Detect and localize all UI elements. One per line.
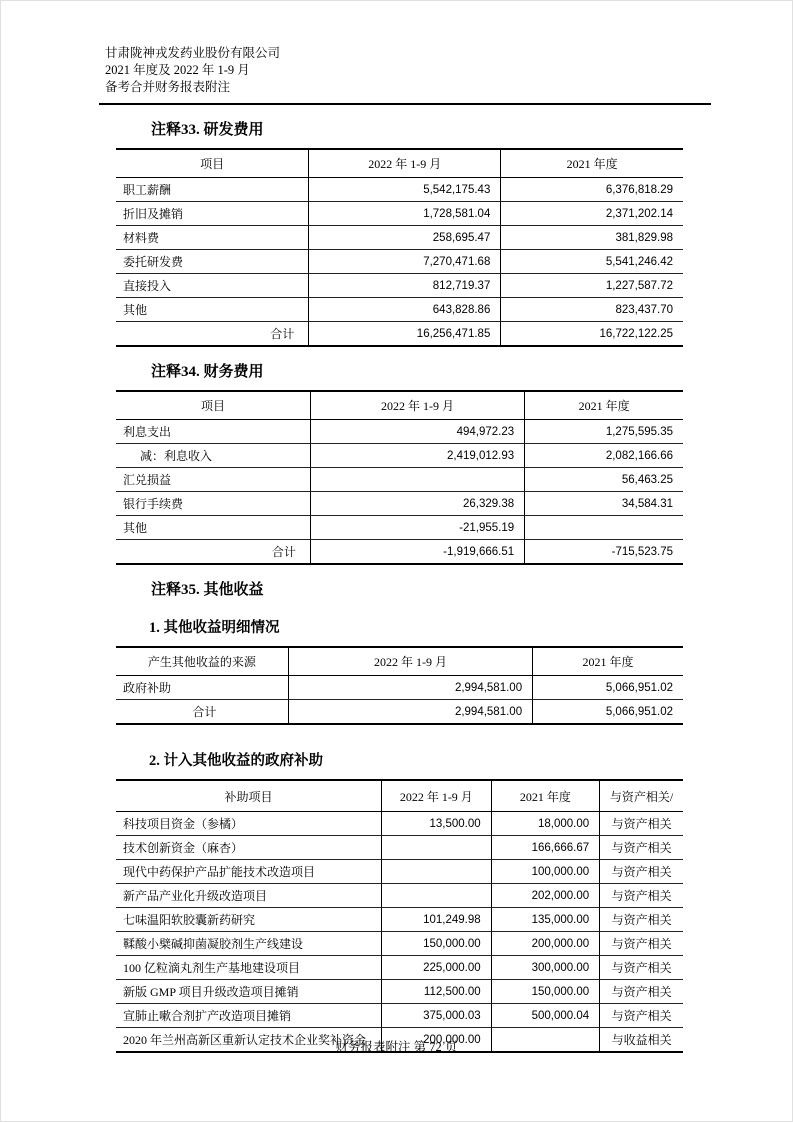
table-row [116, 274, 683, 298]
table-cell: 16,256,471.85 [309, 322, 501, 347]
table-cell [382, 860, 492, 884]
table-cell: 5,541,246.42 [501, 250, 683, 274]
table-cell: 300,000.00 [491, 956, 600, 980]
table-cell: 643,828.86 [309, 298, 501, 322]
note35-sub1-title: 1. 其他收益明细情况 [149, 620, 280, 636]
table-cell: 100,000.00 [491, 860, 600, 884]
table-cell: 26,329.38 [310, 492, 524, 516]
table-row [116, 420, 683, 444]
table-cell: 202,000.00 [491, 884, 600, 908]
column-header: 2021 年度 [525, 391, 683, 420]
table-row [116, 812, 683, 836]
table-cell: 13,500.00 [382, 812, 492, 836]
table-cell: 现代中药保护产品扩能技术改造项目 [116, 860, 382, 884]
table-cell: 16,722,122.25 [501, 322, 683, 347]
table-cell: 5,542,175.43 [309, 178, 501, 202]
table-cell: 与资产相关 [600, 1004, 683, 1028]
table-cell [382, 884, 492, 908]
table-cell: 112,500.00 [382, 980, 492, 1004]
table-cell: -21,955.19 [310, 516, 524, 540]
table-cell: 200,000.00 [382, 1028, 492, 1053]
report-type: 备考合并财务报表附注 [105, 80, 231, 94]
table-row [116, 884, 683, 908]
table-cell: 1,275,595.35 [525, 420, 683, 444]
table-cell: 812,719.37 [309, 274, 501, 298]
table-cell: 新版 GMP 项目升级改造项目摊销 [116, 980, 382, 1004]
table-row [116, 860, 683, 884]
table-cell: 200,000.00 [491, 932, 600, 956]
table-cell: 合计 [116, 540, 310, 565]
note33-title: 注释33. 研发费用 [151, 122, 264, 138]
table-cell: 100 亿粒滴丸剂生产基地建设项目 [116, 956, 382, 980]
table-cell: 材料费 [116, 226, 309, 250]
table-cell: 与资产相关 [600, 908, 683, 932]
table-cell: 七味温阳软胶囊新药研究 [116, 908, 382, 932]
table-cell: 技术创新资金（麻杏） [116, 836, 382, 860]
table-cell: 与收益相关 [600, 1028, 683, 1053]
note34-title: 注释34. 财务费用 [151, 364, 264, 380]
table-cell [525, 516, 683, 540]
column-header: 与资产相关/ [600, 780, 683, 812]
table-row [116, 298, 683, 322]
table-cell: 2,371,202.14 [501, 202, 683, 226]
table-row [116, 250, 683, 274]
table-cell: 5,066,951.02 [533, 676, 683, 700]
column-header: 补助项目 [116, 780, 382, 812]
table-row [116, 908, 683, 932]
table-cell: 7,270,471.68 [309, 250, 501, 274]
table-cell: 18,000.00 [491, 812, 600, 836]
table-cell [382, 836, 492, 860]
table-cell: 科技项目资金（参橘） [116, 812, 382, 836]
column-header: 2022 年 1-9 月 [309, 149, 501, 178]
column-header: 2022 年 1-9 月 [310, 391, 524, 420]
table-header-row [116, 780, 683, 812]
table-row [116, 1004, 683, 1028]
table-cell: 2,994,581.00 [288, 676, 532, 700]
table-cell: 职工薪酬 [116, 178, 309, 202]
table-cell: 合计 [116, 322, 309, 347]
table-cell: 2,419,012.93 [310, 444, 524, 468]
column-header: 2021 年度 [491, 780, 600, 812]
note35-title: 注释35. 其他收益 [151, 582, 264, 598]
other-income-table [116, 646, 683, 725]
rd-expense-table [116, 148, 683, 347]
table-cell: 与资产相关 [600, 860, 683, 884]
table-cell: 6,376,818.29 [501, 178, 683, 202]
header-divider [99, 103, 711, 105]
table-cell: 2020 年兰州高新区重新认定技术企业奖补资金 [116, 1028, 382, 1053]
column-header: 2021 年度 [533, 647, 683, 676]
table-row [116, 468, 683, 492]
table-cell: 新产品产业化升级改造项目 [116, 884, 382, 908]
table-cell: 汇兑损益 [116, 468, 310, 492]
table-cell: 利息支出 [116, 420, 310, 444]
table-row [116, 178, 683, 202]
table-cell: 其他 [116, 516, 310, 540]
table-cell: 银行手续费 [116, 492, 310, 516]
total-row [116, 700, 683, 725]
table-row [116, 516, 683, 540]
table-cell: 鞣酸小檗碱抑菌凝胶剂生产线建设 [116, 932, 382, 956]
table-cell: 与资产相关 [600, 932, 683, 956]
report-period: 2021 年度及 2022 年 1-9 月 [105, 63, 250, 77]
table-header-row [116, 149, 683, 178]
table-cell: 与资产相关 [600, 884, 683, 908]
table-cell: 政府补助 [116, 676, 288, 700]
total-row [116, 540, 683, 565]
government-grants-table [116, 779, 683, 1053]
table-cell: 与资产相关 [600, 812, 683, 836]
table-cell: 150,000.00 [491, 980, 600, 1004]
table-cell: 与资产相关 [600, 956, 683, 980]
table-row [116, 226, 683, 250]
table-row [116, 492, 683, 516]
table-cell: 494,972.23 [310, 420, 524, 444]
table-cell: 5,066,951.02 [533, 700, 683, 725]
table-cell: 258,695.47 [309, 226, 501, 250]
note35-sub2-title: 2. 计入其他收益的政府补助 [149, 753, 323, 769]
table-cell: 166,666.67 [491, 836, 600, 860]
table-row [116, 676, 683, 700]
total-row [116, 322, 683, 347]
table-cell: 其他 [116, 298, 309, 322]
table-cell: -715,523.75 [525, 540, 683, 565]
table-cell: 101,249.98 [382, 908, 492, 932]
table-row [116, 202, 683, 226]
table-header-row [116, 391, 683, 420]
table-row [116, 932, 683, 956]
table-cell: 直接投入 [116, 274, 309, 298]
table-row [116, 956, 683, 980]
table-cell: 折旧及摊销 [116, 202, 309, 226]
column-header: 2022 年 1-9 月 [382, 780, 492, 812]
table-cell: 381,829.98 [501, 226, 683, 250]
table-cell [310, 468, 524, 492]
table-cell: 56,463.25 [525, 468, 683, 492]
table-cell: 减：利息收入 [116, 444, 310, 468]
page-footer: 财务报表附注 第 72 页 [335, 1040, 458, 1054]
financial-expense-table [116, 390, 683, 565]
table-cell: 225,000.00 [382, 956, 492, 980]
table-row [116, 444, 683, 468]
table-cell: 135,000.00 [491, 908, 600, 932]
table-cell: 与资产相关 [600, 836, 683, 860]
table-cell: 与资产相关 [600, 980, 683, 1004]
company-name: 甘肃陇神戎发药业股份有限公司 [105, 46, 281, 60]
table-cell: 1,227,587.72 [501, 274, 683, 298]
table-header-row [116, 647, 683, 676]
table-cell: 500,000.04 [491, 1004, 600, 1028]
table-cell: 2,082,166.66 [525, 444, 683, 468]
table-cell: 823,437.70 [501, 298, 683, 322]
table-cell: -1,919,666.51 [310, 540, 524, 565]
column-header: 2022 年 1-9 月 [288, 647, 532, 676]
table-cell: 150,000.00 [382, 932, 492, 956]
table-cell: 合计 [116, 700, 288, 725]
column-header: 项目 [116, 391, 310, 420]
document-header [105, 45, 792, 96]
table-row [116, 980, 683, 1004]
column-header: 产生其他收益的来源 [116, 647, 288, 676]
table-row [116, 836, 683, 860]
table-cell: 宣肺止嗽合剂扩产改造项目摊销 [116, 1004, 382, 1028]
table-cell: 2,994,581.00 [288, 700, 532, 725]
table-cell: 375,000.03 [382, 1004, 492, 1028]
table-cell: 34,584.31 [525, 492, 683, 516]
table-cell: 委托研发费 [116, 250, 309, 274]
column-header: 2021 年度 [501, 149, 683, 178]
column-header: 项目 [116, 149, 309, 178]
table-cell: 1,728,581.04 [309, 202, 501, 226]
